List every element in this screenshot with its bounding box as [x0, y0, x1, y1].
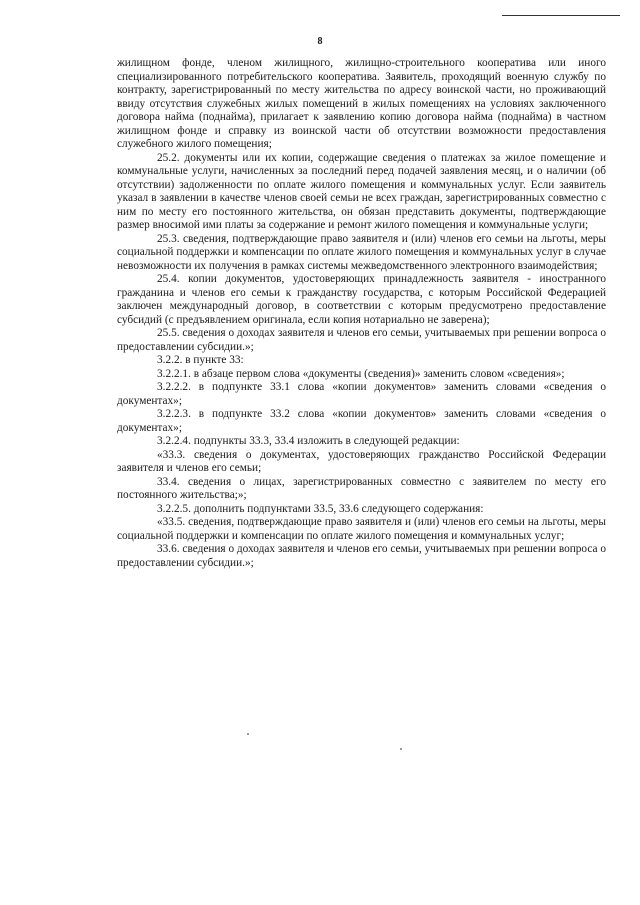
paragraph-3-2-2-4: 3.2.2.4. подпункты 33.3, 33.4 изложить в следующей редакции: [157, 435, 460, 447]
document-body [117, 57, 606, 570]
paragraph-33-3: «33.3. сведения о документах, удостоверяющих гражданство Российской Федерации заявителя и членов его семьи; [117, 448, 606, 474]
paragraph-25-2: 25.2. документы или их копии, содержащие сведения о платежах за жилое помещение и коммунальные услуги, начисленных за последний перед подачей заявления месяц, и о наличии (об отсутствии) задолженности по оплате жилого помещения и коммунальных услуг. Если заявитель указал в заявлении в качестве членов своей семьи не всех граждан, зарегистрированных совместно с ним по месту его постоянного жительства, он обязан представить документы, подтверждающие размер вносимой ими платы за содержание и ремонт жилого помещения и коммунальные услуги; [117, 151, 606, 231]
scan-speck [247, 733, 249, 735]
paragraph-continuation: жилищном фонде, членом жилищного, жилищно-строительного кооператива или иного специализированного потребительского кооператива. Заявитель, проходящий военную службу по контракту, зарегистрированный по месту жительства по адресу воинской части, но проживающий ввиду отсутствия служебных жилых помещений в жилых помещениях на условиях заключенного договора найма (поднайма), прилагает к заявлению копию договора найма (поднайма) в частном жилищном фонде и справку из воинской части об отсутствии возможности предоставления служебного жилого помещения; [117, 57, 606, 150]
paragraph-25-4: 25.4. копии документов, удостоверяющих принадлежность заявителя - иностранного гражданина и членов его семьи к гражданству государства, с которым Российской Федерацией заключен международный договор, в соответствии с которым предусмотрено предоставление субсидий (с предъявлением оригинала, если копия нотариально не заверена); [117, 273, 606, 326]
paragraph-33-6: 33.6. сведения о доходах заявителя и членов его семьи, учитываемых при решении вопроса о предоставлении субсидии.»; [117, 543, 606, 569]
paragraph-3-2-2-1: 3.2.2.1. в абзаце первом слова «документы (сведения)» заменить словом «сведения»; [157, 367, 565, 380]
paragraph-33-5: «33.5. сведения, подтверждающие право заявителя и (или) членов его семьи на льготы, меры социальной поддержки и компенсации по оплате жилого помещения и коммунальных услуг; [117, 516, 606, 542]
paragraph-3-2-2: 3.2.2. в пункте 33: [157, 354, 244, 366]
paragraph-3-2-2-2: 3.2.2.2. в подпункте 33.1 слова «копии документов» заменить словами «сведения о документах»; [117, 381, 606, 407]
top-rule [502, 15, 620, 16]
paragraph-33-4: 33.4. сведения о лицах, зарегистрированных совместно с заявителем по месту его постоянного жительства;»; [117, 475, 606, 501]
paragraph-25-5: 25.5. сведения о доходах заявителя и членов его семьи, учитываемых при решении вопроса о предоставлении субсидии.»; [117, 327, 606, 353]
paragraph-3-2-2-3: 3.2.2.3. в подпункте 33.2 слова «копии документов» заменить словами «сведения о документах»; [117, 408, 606, 434]
page-number: 8 [317, 36, 323, 47]
scan-speck [400, 748, 402, 750]
paragraph-25-3: 25.3. сведения, подтверждающие право заявителя и (или) членов его семьи на льготы, меры социальной поддержки и компенсации по оплате жилого помещения и коммунальных услуг в случае невозможности их получения в рамках системы межведомственного электронного взаимодействия; [117, 232, 606, 272]
paragraph-3-2-2-5: 3.2.2.5. дополнить подпунктами 33.5, 33.6 следующего содержания: [157, 502, 484, 515]
